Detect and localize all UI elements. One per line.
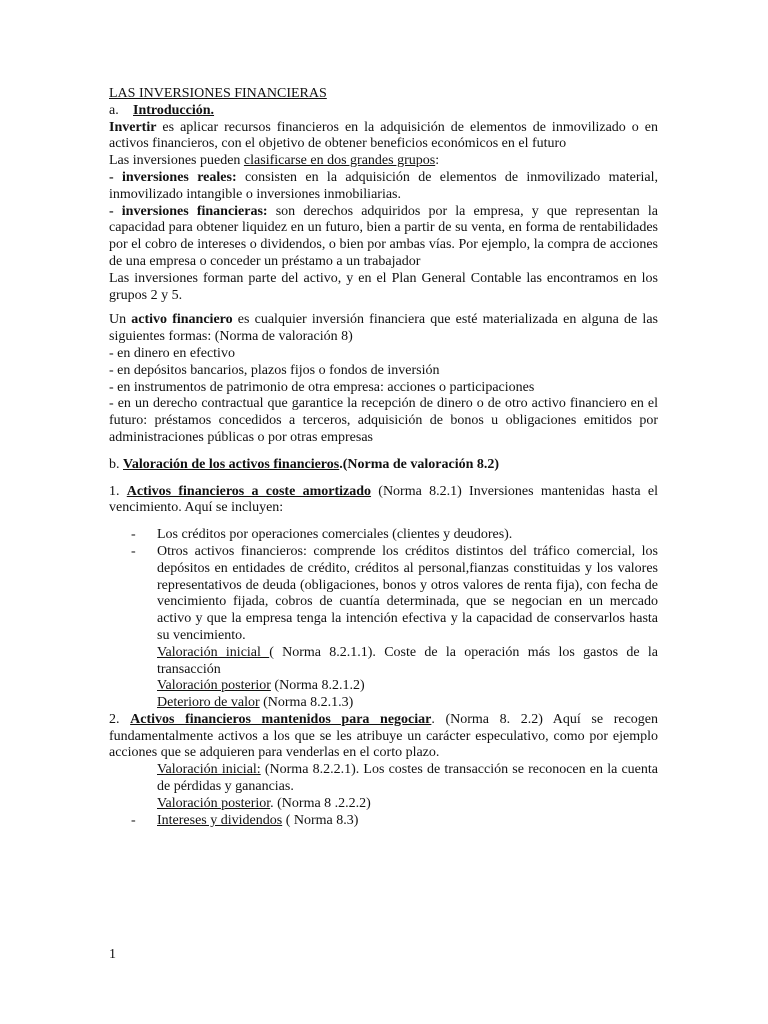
s1-dv-label: Deterioro de valor <box>157 695 260 711</box>
intro-paragraph-grupos <box>109 153 658 170</box>
s2-id-text: ( Norma 8.3) <box>282 812 359 828</box>
s1-vi-label: Valoración inicial <box>157 644 270 660</box>
s1-label: Activos financieros a coste amortizado <box>126 483 372 499</box>
list-item: - en depósitos bancarios, plazos fijos o fondos de inversión <box>109 362 440 378</box>
intro-paragraph-activo: Las inversiones forman parte del activo, y en el Plan General Contable las encontramos en los grupos 2 y 5. <box>109 270 658 303</box>
s1-vp-label: Valoración posterior <box>157 678 271 694</box>
s2-vp-label: Valoración posterior <box>157 795 271 811</box>
dash-marker: - <box>131 527 136 543</box>
grupos-underlined: clasificarse en dos grandes grupos <box>243 153 436 169</box>
s2-heading <box>109 712 658 762</box>
dash-marker: - <box>131 543 136 559</box>
activo-financiero-term: activo financiero <box>131 312 233 328</box>
list-item-text: Los créditos por operaciones comerciales (clientes y deudores). <box>157 527 513 543</box>
s2-vi-text: (Norma 8.2.2.1). Los costes de transacción se reconocen en la cuenta de pérdidas y ganancias. <box>157 762 658 795</box>
activo-text-post: es cualquier inversión financiera que esté materializada en alguna de las siguientes formas: (Norma de valoración 8) <box>109 312 658 345</box>
s1-number: 1. <box>109 483 127 499</box>
intro-paragraph-invertir <box>109 120 658 154</box>
s2-vi-label: Valoración inicial: <box>157 762 261 778</box>
s2-label: Activos financieros mantenidos para negociar <box>130 711 432 727</box>
s2-vp-text: . (Norma 8 .2.2.2) <box>270 795 371 811</box>
dash-marker: - <box>131 812 136 828</box>
list-item <box>109 527 658 544</box>
section-a-label: Introducción. <box>133 102 215 118</box>
document-title: LAS INVERSIONES FINANCIERAS <box>109 86 327 101</box>
s1-items-list <box>109 527 658 645</box>
section-b-suffix: .(Norma de valoración 8.2) <box>339 456 500 472</box>
s2-valoracion-inicial <box>157 762 658 796</box>
s1-deterioro-valor <box>157 695 658 712</box>
section-b-heading <box>109 457 658 474</box>
invertir-term: Invertir <box>109 119 157 135</box>
intro-paragraph-financieras <box>109 204 658 271</box>
list-item-text: Otros activos financieros: comprende los créditos distintos del tráfico comercial, los depósitos en entidades de crédito, créditos al personal,fianzas constituidas y los valores representativos de deuda (obligaciones, bonos y otros valores de renta fija), con fecha de vencimiento fijada, cobros de cuantía determinada, que se negocian en un mercado activo y que la empresa tenga la intención efectiva y la capacidad de conservarlos hasta su vencimiento. <box>157 543 658 643</box>
s2-description: . (Norma 8. 2.2) Aquí se recogen fundamentalmente activos a los que se les atribuye un carácter especulativo, como por ejemplo acciones que se adquieren para venderlas en el corto plazo. <box>109 711 658 761</box>
s1-valoracion-posterior <box>157 678 658 695</box>
s1-vp-text: (Norma 8.2.1.2) <box>270 678 365 694</box>
reales-term: - inversiones reales: <box>109 169 237 185</box>
s1-vi-text: ( Norma 8.2.1.1). Coste de la operación más los gastos de la transacción <box>157 644 658 677</box>
page-number: 1 <box>109 947 116 962</box>
grupos-text-pre: Las inversiones pueden <box>109 153 244 169</box>
grupos-text-post: : <box>435 153 440 169</box>
s2-id-label: Intereses y dividendos <box>157 812 283 828</box>
section-b-prefix: b. <box>109 456 123 472</box>
list-item: - en instrumentos de patrimonio de otra empresa: acciones o participaciones <box>109 379 535 395</box>
s2-valoracion-posterior <box>157 796 658 813</box>
invertir-definition: es aplicar recursos financieros en la adquisición de elementos de inmovilizado o en activos financieros, con el objetivo de obtener beneficios económicos en el futuro <box>109 119 658 152</box>
s2-number: 2. <box>109 711 131 727</box>
list-item <box>109 544 658 645</box>
reales-definition: consisten en la adquisición de elementos de inmovilizado material, inmovilizado intangible o inversiones inmobiliarias. <box>109 169 658 202</box>
section-b-label: Valoración de los activos financieros <box>123 456 340 472</box>
section-a-heading <box>109 103 658 120</box>
s1-description: (Norma 8.2.1) Inversiones mantenidas hasta el vencimiento. Aquí se incluyen: <box>109 483 659 516</box>
list-item: - en dinero en efectivo <box>109 345 235 361</box>
list-item: - en un derecho contractual que garantice la recepción de dinero o de otro activo financiero en el futuro: préstamos concedidos a terceros, adquisición de bonos u obligaciones emitidos por administraciones públicas o por otras empresas <box>109 396 658 445</box>
document-page <box>109 86 658 829</box>
list-item <box>109 813 658 830</box>
activo-text-pre: Un <box>109 312 132 328</box>
s1-heading <box>109 484 658 518</box>
activo-financiero-paragraph <box>109 312 658 346</box>
s2-items-list <box>109 813 658 830</box>
financieras-definition: son derechos adquiridos por la empresa, y que representan la capacidad para obtener liquidez en un futuro, bien a partir de su venta, en forma de rentabilidades por el cobro de intereses o dividendos, o bien por ambas vías. Por ejemplo, la compra de acciones de una empresa o conceder un préstamo a un trabajador <box>109 203 658 269</box>
intro-paragraph-reales <box>109 170 658 204</box>
section-a-number: a. <box>109 102 119 118</box>
s1-valoracion-inicial <box>133 645 658 679</box>
activo-forms-list <box>109 346 658 447</box>
financieras-term: - inversiones financieras: <box>109 203 268 219</box>
s1-dv-text: (Norma 8.2.1.3) <box>259 695 354 711</box>
